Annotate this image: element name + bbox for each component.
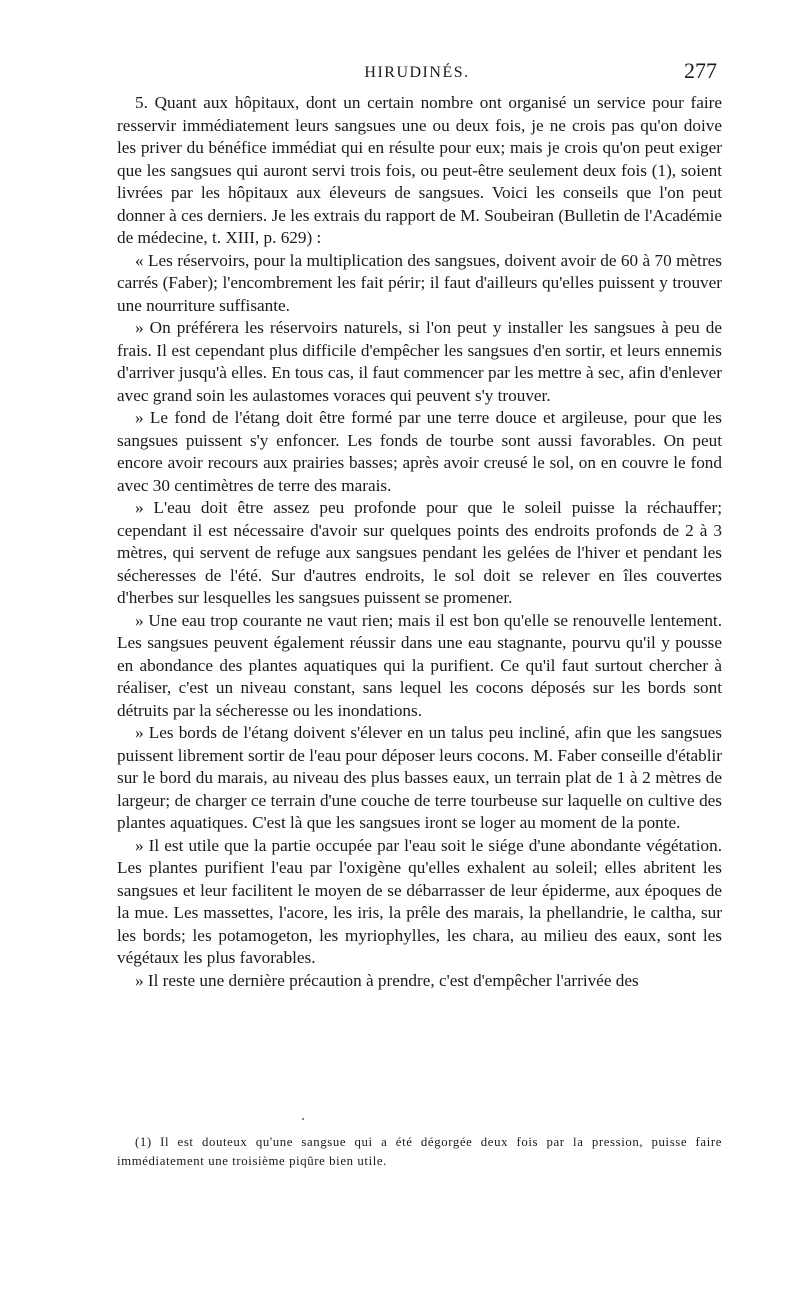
paragraph: » Il est utile que la partie occupée par l'eau soit le siége d'une abondante végétation. Les plantes purifient l'eau par l'oxigène qu'elles exhalent au soleil; elles abritent les sangsues et leur facilitent le moyen de se débarrasser de leur épiderme, aux époques de la mue. Les massettes, l'acore, les iris, la prêle des marais, la phellandrie, le caltha, sur les bords; les potamogeton, les myriophylles, les chara, au milieu des eaux, sont les végétaux les plus favorables. — [117, 835, 722, 967]
footnote: (1) Il est douteux qu'une sangsue qui a été dégorgée deux fois par la pression, puisse faire immédiatement une troisième piqûre bien utile. — [117, 1135, 722, 1168]
paragraph: » Il reste une dernière précaution à prendre, c'est d'empêcher l'arrivée des — [135, 970, 639, 990]
paragraph: » Le fond de l'étang doit être formé par une terre douce et argileuse, pour que les sangsues puissent s'y enfoncer. Les fonds de tourbe sont aussi favorables. On peut encore avoir recours aux prairies basses; après avoir creusé le sol, on en couvre le fond avec 30 centimètres de terre des marais. — [117, 408, 722, 495]
page-header — [117, 58, 717, 88]
footnote-mark — [302, 1118, 304, 1120]
running-title: HIRUDINÉS. — [364, 64, 470, 81]
paragraph: » Une eau trop courante ne vaut rien; mais il est bon qu'elle se renouvelle lentement. Les sangsues peuvent également réussir dans une eau stagnante, pourvu qu'il y pousse en abondance des plantes aquatiques qui la purifient. Ce qu'il faut surtout chercher à réaliser, c'est un niveau constant, sans lequel les cocons déposés sur les bords sont détruits par la sécheresse ou les inondations. — [117, 610, 722, 720]
paragraph: » L'eau doit être assez peu profonde pour que le soleil puisse la réchauffer; cependant il est nécessaire d'avoir sur quelques points des endroits profonds de 2 à 3 mètres, qui servent de refuge aux sangsues pendant les gelées de l'hiver et pendant les sécheresses de l'été. Sur d'autres endroits, le sol doit se relever en îles couvertes d'herbes sur lesquelles les sangsues puissent se promener. — [117, 498, 722, 607]
paragraph: 5. Quant aux hôpitaux, dont un certain nombre ont organisé un service pour faire resservir immédiatement leurs sangsues une ou deux fois, je ne crois pas qu'on doive les priver du bénéfice immédiat qui en résulte pour eux; mais je crois qu'on peut exiger que les sangsues qui auront servi trois fois, ou peut-être seulement deux fois (1), soient livrées par les hôpitaux aux éleveurs de sangsues. Voici les conseils que l'on peut donner à ces derniers. Je les extrais du rapport de M. Soubeiran (Bulletin de l'Académie de médecine, t. XIII, p. 629) : — [117, 93, 722, 247]
paragraph: » Les bords de l'étang doivent s'élever en un talus peu incliné, afin que les sangsues puissent librement sortir de l'eau pour déposer leurs cocons. M. Faber conseille d'établir sur le bord du marais, au niveau des plus basses eaux, un terrain plat de 1 à 2 mètres de largeur; de charger ce terrain d'une couche de terre tourbeuse sur laquelle on cultive des plantes aquatiques. C'est là que les sangsues iront se loger au moment de la ponte. — [117, 723, 722, 832]
footnotes — [117, 1133, 722, 1171]
page-number: 277 — [684, 58, 717, 83]
paragraph: « Les réservoirs, pour la multiplication des sangsues, doivent avoir de 60 à 70 mètres carrés (Faber); l'encombrement les fait périr; il faut d'ailleurs qu'elles puissent y trouver une nourriture suffisante. — [117, 250, 722, 315]
paragraph: » On préférera les réservoirs naturels, si l'on peut y installer les sangsues à peu de frais. Il est cependant plus difficile d'empêcher les sangsues d'en sortir, et leurs ennemis d'arriver jusqu'à elles. En tous cas, il faut commencer par les mettre à sec, afin d'enlever avec grand soin les aulastomes voraces qui peuvent s'y trouver. — [117, 318, 722, 405]
body-text — [117, 92, 722, 992]
